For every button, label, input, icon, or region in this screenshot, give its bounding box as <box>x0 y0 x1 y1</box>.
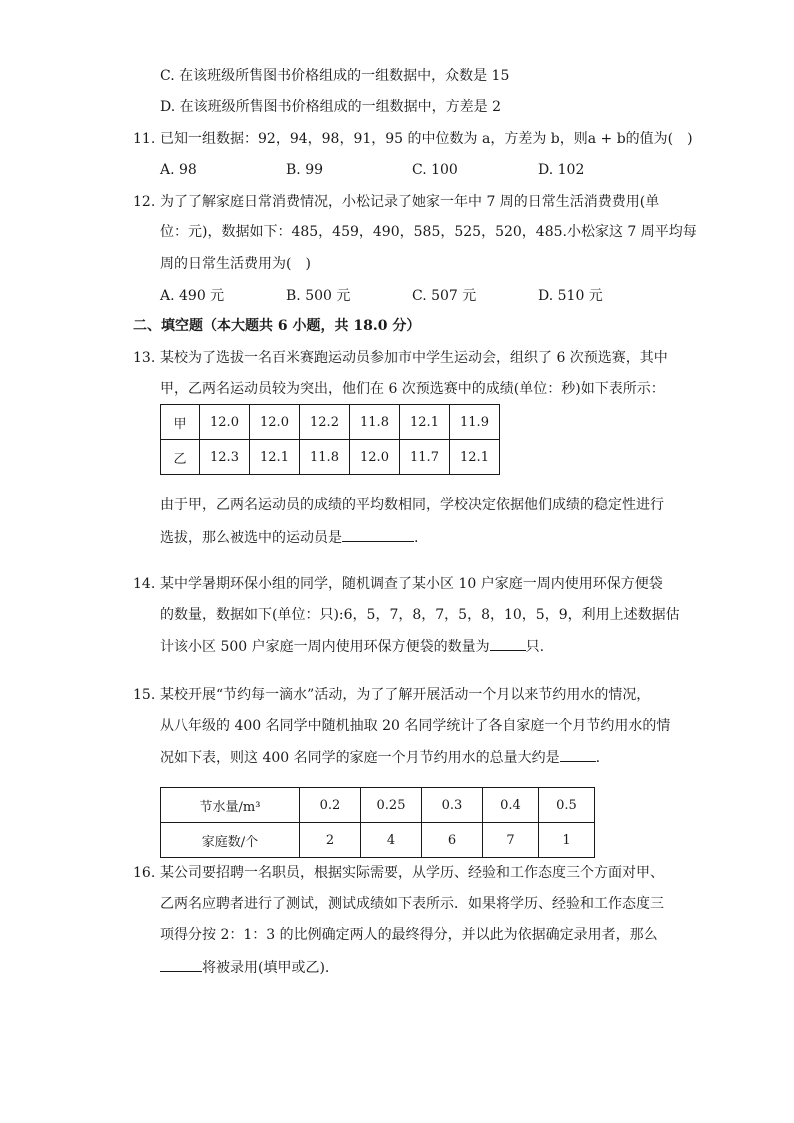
table-cell: 0.25 <box>361 788 422 823</box>
table-cell: 4 <box>361 823 422 858</box>
q16-line-3: 项得分按 2：1：3 的比例确定两人的最终得分，并以此为依据确定录用者，那么 <box>160 927 658 943</box>
table-cell: 12.2 <box>300 405 350 440</box>
q13-line-4-end: . <box>414 530 419 546</box>
table-cell: 0.4 <box>483 788 539 823</box>
table-cell: 乙 <box>161 440 200 475</box>
table-cell: 7 <box>483 823 539 858</box>
q15-line-3-end: . <box>595 750 601 766</box>
q16-line-4 <box>160 957 329 978</box>
section-title-fill-in: 二、填空题（本大题共 6 小题，共 18.0 分） <box>133 318 421 334</box>
q14-line-1: 某中学暑期环保小组的同学，随机调查了某小区 10 户家庭一周内使用环保方便袋 <box>160 576 663 592</box>
q15-line-2: 从八年级的 400 名同学中随机抽取 20 名同学统计了各自家庭一个月节约用水的情 <box>160 718 671 734</box>
table-cell: 0.2 <box>300 788 361 823</box>
q14-line-2: 的数量，数据如下(单位：只):6，5，7，8，7，5，8，10，5，9，利用上述数据估 <box>160 607 680 623</box>
q11-option-d: D. 102 <box>538 162 585 178</box>
table-cell: 0.5 <box>539 788 595 823</box>
table-cell: 11.8 <box>350 405 400 440</box>
table-cell: 12.1 <box>450 440 500 475</box>
q12-option-b: B. 500 元 <box>286 288 351 304</box>
q12-option-c: C. 507 元 <box>412 288 477 304</box>
q12-line-2: 位：元)，数据如下：485，459，490，585，525，520，485.小松家这 7 周平均每 <box>160 224 697 240</box>
answer-blank[interactable] <box>342 527 414 542</box>
table-cell: 6 <box>422 823 483 858</box>
q13-line-4-text: 选拔，那么被选中的运动员是 <box>160 530 342 546</box>
table-cell: 11.7 <box>400 440 450 475</box>
table-cell: 2 <box>300 823 361 858</box>
q14-line-3 <box>160 636 544 657</box>
table-row <box>161 823 595 858</box>
q14-number: 14. <box>133 576 156 592</box>
table-row <box>161 788 595 823</box>
table-row <box>161 440 500 475</box>
q13-number: 13. <box>133 350 156 366</box>
table-cell: 11.8 <box>300 440 350 475</box>
answer-blank[interactable] <box>160 957 202 972</box>
table-cell: 12.0 <box>200 405 250 440</box>
q15-line-1: 某校开展“节约每一滴水”活动，为了了解开展活动一个月以来节约用水的情况， <box>160 687 651 703</box>
q16-line-4-text: 将被录用(填甲或乙). <box>202 960 330 976</box>
table-cell: 甲 <box>161 405 200 440</box>
table-cell: 12.1 <box>400 405 450 440</box>
q13-line-4 <box>160 527 418 548</box>
q14-line-3-text: 计该小区 500 户家庭一周内使用环保方便袋的数量为 <box>160 639 490 655</box>
q16-number: 16. <box>133 865 156 881</box>
q15-water-table <box>160 787 595 858</box>
table-cell: 12.1 <box>250 440 300 475</box>
q11-text: 已知一组数据：92，94，98，91，95 的中位数为 a，方差为 b，则a + b的值为( ) <box>160 131 693 147</box>
q15-number: 15. <box>133 687 156 703</box>
q13-line-2: 甲，乙两名运动员较为突出，他们在 6 次预选赛中的成绩(单位：秒)如下表所示： <box>160 381 665 397</box>
answer-blank[interactable] <box>490 636 526 651</box>
q12-option-d: D. 510 元 <box>538 288 603 304</box>
table-cell: 12.0 <box>250 405 300 440</box>
q12-number: 12. <box>133 194 156 210</box>
table-cell: 1 <box>539 823 595 858</box>
table-cell: 家庭数/个 <box>161 823 300 858</box>
q11-number: 11. <box>133 131 156 147</box>
q13-score-table <box>160 404 500 475</box>
q12-line-3: 周的日常生活费用为( ) <box>160 256 311 272</box>
q13-line-1: 某校为了选拔一名百米赛跑运动员参加市中学生运动会，组织了 6 次预选赛，其中 <box>160 350 668 366</box>
q11-option-a: A. 98 <box>160 162 197 178</box>
q14-line-3-end: 只. <box>525 639 545 655</box>
q16-line-2: 乙两名应聘者进行了测试，测试成绩如下表所示．如果将学历、经验和工作态度三 <box>160 896 664 912</box>
q10-option-d: D. 在该班级所售图书价格组成的一组数据中，方差是 2 <box>160 99 501 115</box>
q11-option-c: C. 100 <box>412 162 458 178</box>
q16-line-1: 某公司要招聘一名职员，根据实际需要，从学历、经验和工作态度三个方面对甲、 <box>160 865 664 881</box>
table-cell: 12.0 <box>350 440 400 475</box>
q15-line-3-text: 况如下表，则这 400 名同学的家庭一个月节约用水的总量大约是 <box>160 750 560 766</box>
table-cell: 节水量/m³ <box>161 788 300 823</box>
q13-line-3: 由于甲，乙两名运动员的成绩的平均数相同，学校决定依据他们成绩的稳定性进行 <box>160 497 664 513</box>
q15-line-3 <box>160 747 600 768</box>
table-cell: 0.3 <box>422 788 483 823</box>
answer-blank[interactable] <box>560 747 596 762</box>
q10-option-c: C. 在该班级所售图书价格组成的一组数据中，众数是 15 <box>160 68 510 84</box>
q11-option-b: B. 99 <box>286 162 324 178</box>
q12-option-a: A. 490 元 <box>160 288 225 304</box>
table-cell: 11.9 <box>450 405 500 440</box>
table-row <box>161 405 500 440</box>
table-cell: 12.3 <box>200 440 250 475</box>
q12-line-1: 为了了解家庭日常消费情况，小松记录了她家一年中 7 周的日常生活消费费用(单 <box>160 194 660 210</box>
